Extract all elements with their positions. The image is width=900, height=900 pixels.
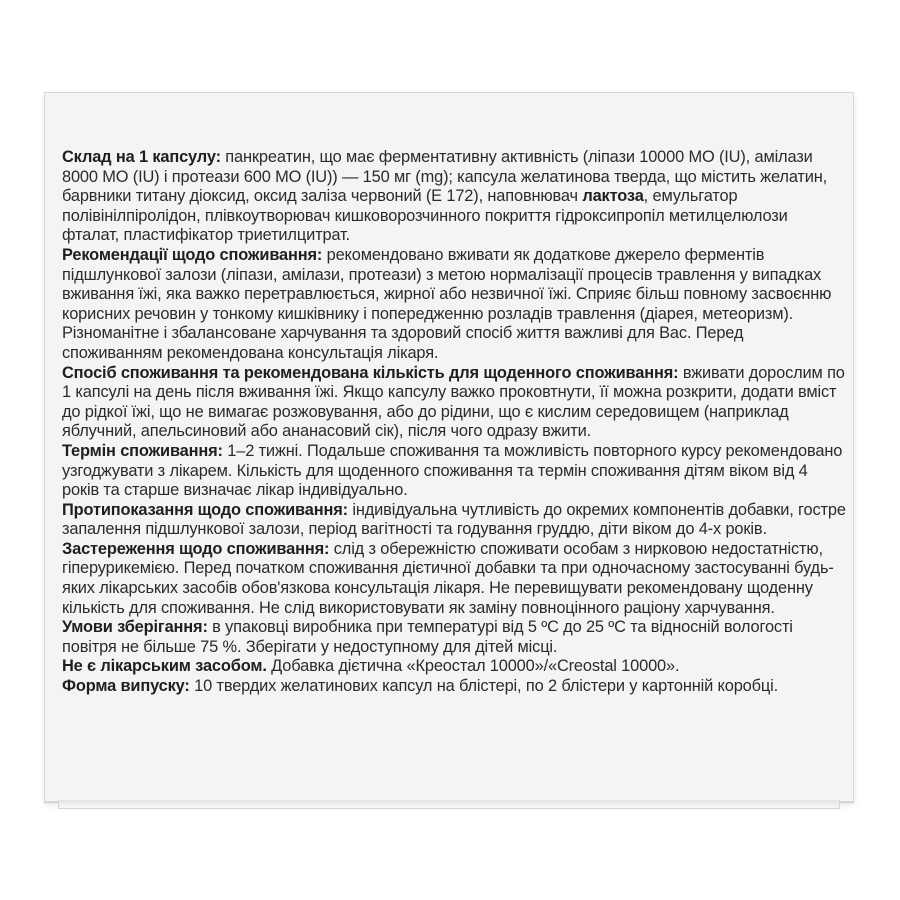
- section-text: панкреатин, що має ферментативну активність (ліпази 10000 МО (IU), амілази 8000 МО (IU) і протеази 600 МО (IU)) — 150 мг (mg); капсула желатинова тверда, що містить желатин, барвники титану діоксид, оксид заліза червоний (E 172), наповнювач: [62, 148, 828, 206]
- section-warnings: [62, 540, 847, 618]
- section-heading: Застереження щодо споживання:: [62, 539, 330, 558]
- section-heading: Умови зберігання:: [62, 618, 208, 637]
- section-heading: Термін споживання:: [62, 441, 223, 460]
- section-not-medicine: [62, 657, 847, 677]
- section-text: індивідуальна чутливість до окремих компонентів добавки, гостре запалення підшлункової залози, період вагітності та годування груддю, діти віком до 4-х років.: [62, 500, 846, 539]
- section-heading: Не є лікарським засобом.: [62, 657, 267, 676]
- section-heading: Рекомендації щодо споживання:: [62, 245, 323, 264]
- section-duration: [62, 442, 847, 501]
- section-text: рекомендовано вживати як додаткове джерело ферментів підшлункової залози (ліпази, амілази, протеази) з метою нормалізації процесів травлення у випадках вживання їжі, яка важко перетравлюється, жирної або незвичної їжі. Сприяє більш повному засвоєнню корисних речовин у тонкому кишківнику і попередженню розладів травлення (діарея, метеоризм). Різноманітне і збалансоване харчування та здоровий спосіб життя важливі для Вас. Перед споживанням рекомендована консультація лікаря.: [62, 245, 832, 362]
- section-heading: Протипоказання щодо споживання:: [62, 500, 348, 519]
- section-text: в упаковці виробника при температурі від 5 ºС до 25 ºС та відносній вологості повітря не більше 75 %. Зберігати у недоступному для дітей місці.: [62, 618, 793, 656]
- section-text: вживати дорослим по 1 капсулі на день після вживання їжі. Якщо капсулу важко проковтнути, її можна розкрити, додати вміст до рідкої їжі, що не вимагає розжовування, або до рідини, що є кислим середовищем (наприклад яблучний, апельсиновий або ананасовий сік), після чого одразу вжити.: [62, 363, 845, 441]
- product-info-text: [62, 148, 847, 697]
- section-storage: [62, 618, 847, 657]
- section-recommendations: [62, 246, 847, 364]
- section-release-form: [62, 677, 847, 697]
- section-text: 1–2 тижні. Подальше споживання та можливість повторного курсу рекомендовано узгоджувати з лікарем. Кількість для щоденного споживання та термін споживання дітям віком від 4 років та старше визначає лікар індивідуально.: [62, 441, 843, 500]
- section-heading: Форма випуску:: [62, 677, 190, 696]
- section-heading: Склад на 1 капсулу:: [62, 148, 221, 166]
- section-method-of-use: [62, 364, 847, 442]
- section-composition: [62, 148, 847, 246]
- section-contraindications: [62, 501, 847, 540]
- package-panel-edge: [58, 800, 840, 809]
- section-text: слід з обережністю споживати особам з нирковою недостатністю, гіперурикемією. Перед початком споживання дієтичної добавки та при одночасному застосуванні будь-яких лікарських засобів обов'язкова консультація лікаря. Не перевищувати рекомендовану щоденну кількість для споживання. Не слід використовувати як заміну повноцінного раціону харчування.: [62, 539, 834, 617]
- section-bold-word: лактоза: [582, 187, 644, 206]
- section-text: 10 твердих желатинових капсул на блістері, по 2 блістери у картонній коробці.: [189, 677, 779, 696]
- section-text: Добавка дієтична «Креостал 10000»/«Creostal 10000».: [266, 657, 680, 676]
- section-text: , емульгатор полівінілпіролідон, плівкоутворювач кишковорозчинного покриття гідроксипропіл метилцелюлози фталат, пластифікатор триетилцитрат.: [62, 187, 788, 245]
- section-heading: Спосіб споживання та рекомендована кількість для щоденного споживання:: [62, 363, 679, 382]
